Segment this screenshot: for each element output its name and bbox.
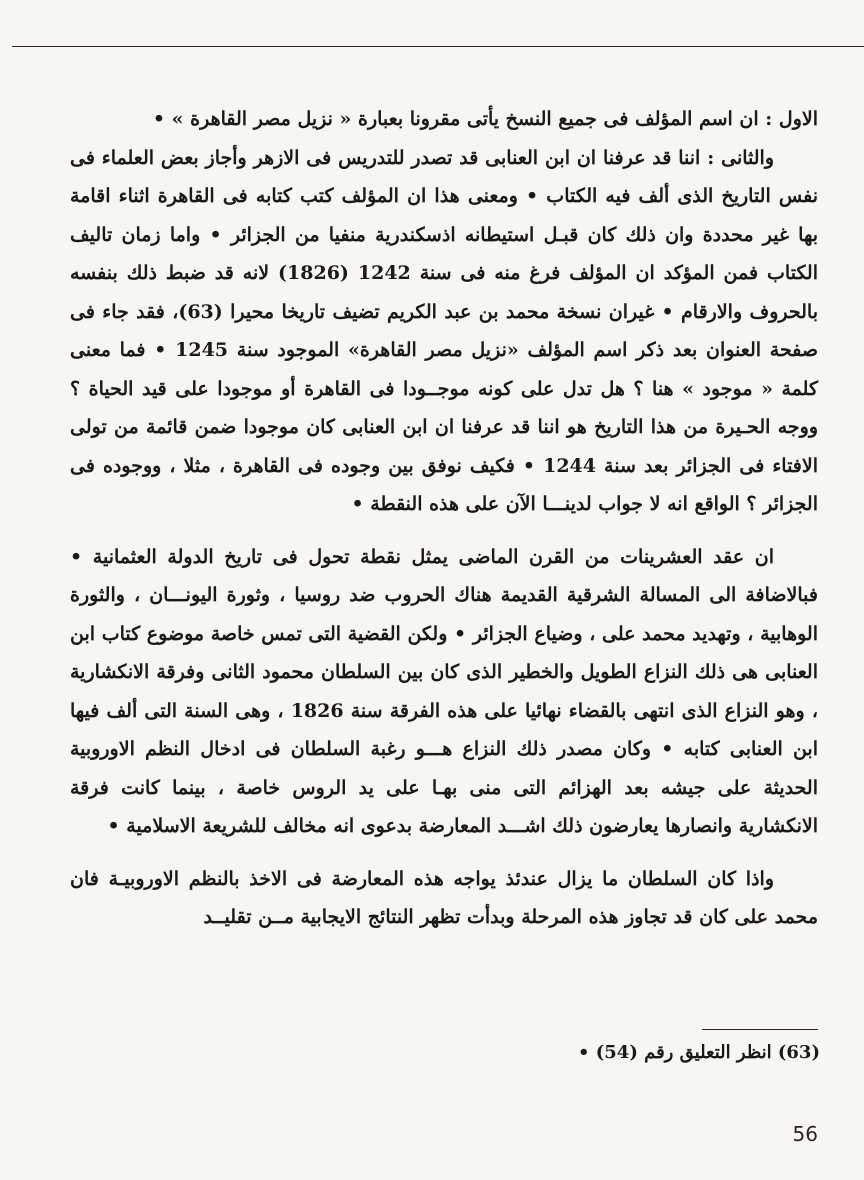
paragraph-ottoman-context: ان عقد العشرينات من القرن الماضى يمثل نقطة تحول فى تاريخ الدولة العثمانية • فبالاضافة الى المسالة الشرقية القديمة هناك الحروب ضد روسيا ، وثورة اليونـــان ، والثورة الوهابية ، وتهديد محمد على ، وضياع الجزائر • ولكن القضية التى تمس خاصة موضوع كتاب ابن العنابى هى ذلك النزاع الطويل والخطير الذى كان بين السلطان محمود الثانى وفرقة الانكشارية ، وهو النزاع الذى انتهى بالقضاء نهائيا على هذه الفرقة سنة 1826 ، وهى السنة التى ألف فيها ابن العنابى كتابه • وكان مصدر ذلك النزاع هـــو رغبة السلطان فى ادخال النظم الاوروبية الحديثة على جيشه بعد الهزائم التى منى بهـا على يد الروس خاصة ، بينما كانت فرقة الانكشارية وانصارها يعارضون ذلك اشـــد المعارضة بدعوى انه مخالف للشريعة الاسلامية • — [70, 545, 818, 837]
paragraph-first-reason: الاول : ان اسم المؤلف فى جميع النسخ يأتى مقرونا بعبارة « نزيل مصر القاهرة » • — [152, 108, 818, 130]
paragraph-second-reason: والثانى : اننا قد عرفنا ان ابن العنابى قد تصدر للتدريس فى الازهر وأجاز بعض العلماء فى نفس التاريخ الذى ألف فيه الكتاب • ومعنى هذا ان المؤلف كتب كتابه فى القاهرة اثناء اقامة بها غير محددة وان ذلك كان قبـل استيطانه اذسكندرية منفيا من الجزائر • واما زمان تاليف الكتاب فمن المؤكد ان المؤلف فرغ منه فى سنة 1242 (1826) لانه قد ضبط ذلك بنفسه بالحروف والارقام • غيران نسخة محمد بن عبد الكريم تضيف تاريخا محيرا (63)، فقد جاء فى صفحة العنوان بعد ذكر اسم المؤلف «نزيل مصر القاهرة» الموجود سنة 1245 • فما معنى كلمة « موجود » هنا ؟ هل تدل على كونه موجــودا فى القاهرة أو موجودا على قيد الحياة ؟ ووجه الحـيرة من هذا التاريخ هو اننا قد عرفنا ان ابن العنابى كان موجودا ضمن قائمة من تولى الافتاء فى الجزائر بعد سنة 1244 • فكيف نوفق بين وجوده فى القاهرة ، مثلا ، ووجوده فى الجزائر ؟ الواقع انه لا جواب لدينـــا الآن على هذه النقطة • — [70, 146, 818, 515]
paragraph-sultan-opposition: واذا كان السلطان ما يزال عندئذ يواجه هذه المعارضة فى الاخذ بالنظم الاوروبيـة فان محمد على كان قد تجاوز هذه المرحلة وبدأت تظهر النتائج الايجابية مــن تقليــد — [70, 867, 818, 928]
footnote: (63) انظر التعليق رقم (54) • — [577, 1042, 820, 1063]
page-number: 56 — [792, 1122, 818, 1146]
header-rule — [12, 46, 864, 47]
body-text — [70, 100, 818, 937]
footnote-rule — [702, 1029, 818, 1030]
